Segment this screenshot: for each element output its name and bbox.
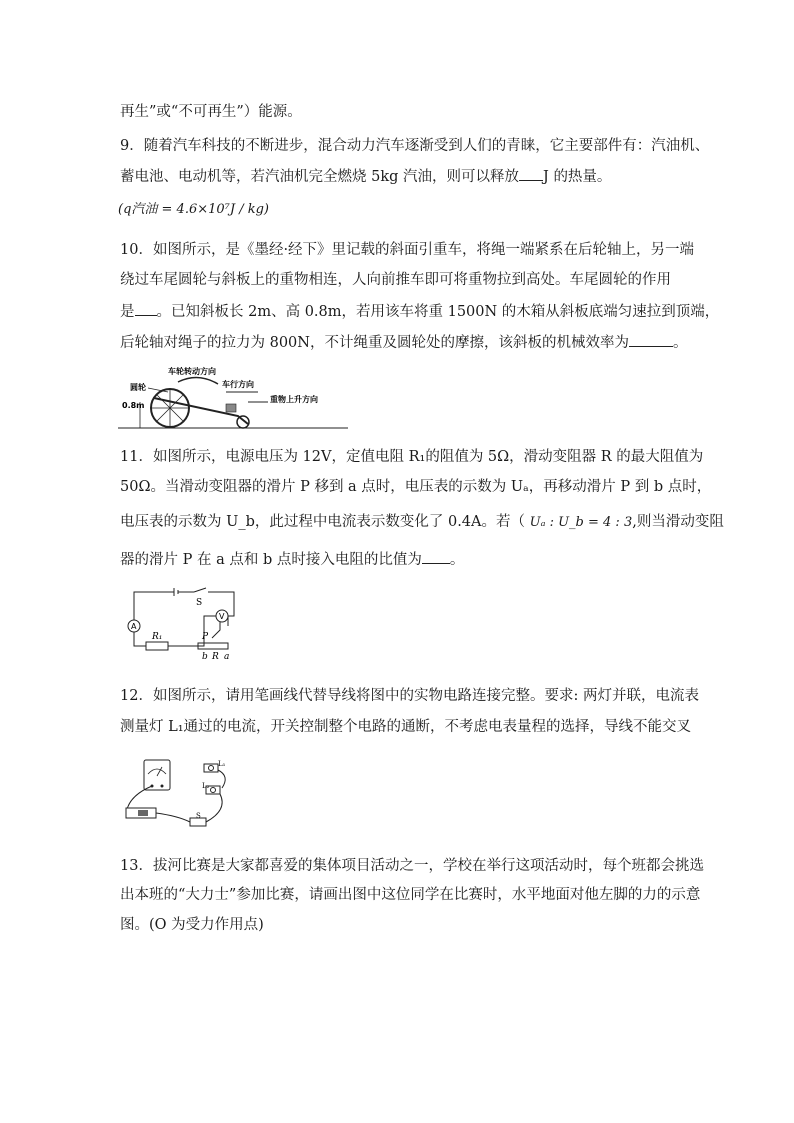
q11-line3-text: 电压表的示数为 U_b，此过程中电流表示数变化了 0.4A。若（ [120,514,525,530]
r1-label: R₁ [152,632,163,642]
q12-line2: 测量灯 L₁通过的电流，开关控制整个电路的通断，不考虑电表量程的选择，导线不能交叉 [120,719,692,735]
a-label: a [224,652,230,662]
car-dir-label: 车行方向 [222,380,254,389]
wire-2 [156,813,190,822]
q13-line2: 出本班的“大力士”参加比赛，请画出图中这位同学在比赛时，水平地面对他左脚的力的示意 [120,887,701,903]
q10-line3 [120,301,719,322]
voltage-ratio: Uₐ : U_b = 4 : 3 [529,515,633,530]
switch-label: S [196,598,203,608]
answer-blank[interactable] [519,166,543,181]
answer-blank[interactable] [135,301,157,316]
q11-line4-end: 。 [449,552,465,568]
answer-blank[interactable] [422,549,450,564]
front-wheel [237,416,249,428]
q10-line4 [120,332,687,353]
q9-line2-text: 蓄电池、电动机等，若汽油机完全燃烧 5kg 汽油，则可以释放 [120,169,520,185]
wire-3 [218,770,225,788]
switch-label: S [196,812,201,820]
p-label: P [202,632,209,642]
l1-label: L₁ [218,760,226,768]
switch-blade [194,588,206,592]
ammeter-label: A [131,622,137,631]
q12-line1: 12．如图所示，请用笔画线代替导线将图中的实物电路连接完整。要求: 两灯并联，电流表 [120,688,699,704]
wire-4 [206,794,222,822]
resistor-r1 [146,642,168,650]
q10-line2: 绕过车尾圆轮与斜板上的重物相连，人向前推车即可将重物拉到高处。车尾圆轮的作用 [120,272,671,288]
q10-line1: 10．如图所示，是《墨经·经下》里记载的斜面引重车，将绳一端紧系在后轮轴上，另一端 [120,242,695,258]
q13-line3: 图。(O 为受力作用点) [120,917,264,933]
circuit-figure [124,586,244,662]
l2-label: L₂ [202,782,210,790]
pulley-label: 圆轮 [130,383,146,392]
r-label: R [212,652,219,662]
q9-line2 [120,166,611,187]
q11-line3-end: ,则当滑动变阻 [632,514,724,530]
q10-line3-rest: 。已知斜板长 2m、高 0.8m，若用该车将重 1500N 的木箱从斜板底端匀速拉到顶端， [156,304,720,320]
answer-blank[interactable] [629,332,673,347]
incline-cart-figure [118,362,348,436]
cargo-box [226,404,236,412]
q8-continuation: 再生”或“不可再生”）能源。 [120,104,302,120]
q11-line4-text: 器的滑片 P 在 a 点和 b 点时接入电阻的比值为 [120,552,422,568]
q9-line2-end: J 的热量。 [543,169,612,185]
wheel-dir-arrow [178,377,218,384]
height-label: 0.8m [122,401,145,410]
q11-line2: 50Ω。当滑动变阻器的滑片 P 移到 a 点时，电压表的示数为 Uₐ，再移动滑片 P 到 b 点时， [120,479,712,495]
q11-line1: 11．如图所示，电源电压为 12V，定值电阻 R₁的阻值为 5Ω，滑动变阻器 R 的最大阻值为 [120,449,704,465]
lift-dir-label: 重物上升方向 [270,395,318,404]
q13-line1: 13．拔河比赛是大家都喜爱的集体项目活动之一，学校在举行这项活动时，每个班都会挑选 [120,858,704,874]
q11-line3 [120,512,724,533]
q9-line1: 9．随着汽车科技的不断进步，混合动力汽车逐渐受到人们的青睐，它主要部件有：汽油机、 [120,138,710,154]
q9-formula: (q汽油 = 4.6×10⁷J / kg) [118,202,269,217]
q11-line4 [120,549,464,570]
voltmeter-label: V [219,612,225,621]
q10-line4-end: 。 [672,335,688,351]
physical-circuit-figure [118,756,238,832]
q10-line4-text: 后轮轴对绳子的拉力为 800N，不计绳重及圆轮处的摩擦，该斜板的机械效率为 [120,335,629,351]
q10-line3-start: 是 [120,304,135,320]
b-label: b [202,652,208,662]
ammeter-device [144,760,170,790]
wheel-dir-label: 车轮转动方向 [168,367,216,376]
